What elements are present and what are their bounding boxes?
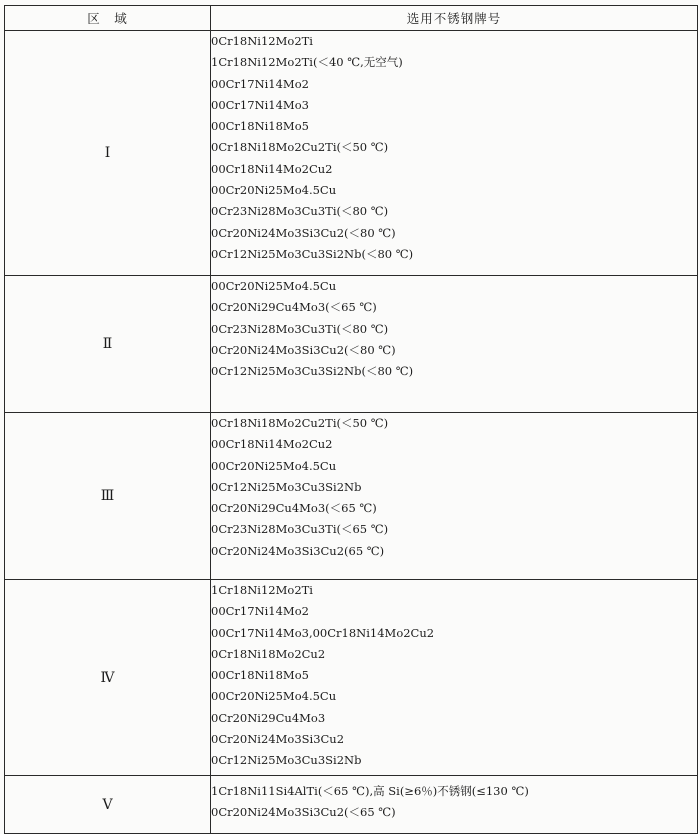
grade-item: 0Cr18Ni18Mo2Cu2Ti(＜50 ℃) bbox=[211, 416, 389, 430]
table-row bbox=[5, 776, 698, 834]
table-row bbox=[5, 580, 698, 776]
grade-item: 0Cr12Ni25Mo3Cu3Si2Nb(＜80 ℃) bbox=[211, 246, 414, 261]
grade-item: 0Cr18Ni18Mo2Cu2 bbox=[211, 646, 326, 661]
grade-item: 0Cr20Ni24Mo3Si3Cu2(＜80 ℃) bbox=[211, 225, 396, 240]
grade-item: 0Cr20Ni24Mo3Si3Cu2(＜80 ℃) bbox=[211, 342, 396, 357]
grade-item: 1Cr18Ni11Si4AlTi(＜65 ℃),高 Si(≥6％)不锈钢(≤130 ℃) bbox=[211, 784, 529, 798]
table-row bbox=[5, 276, 698, 413]
table-row bbox=[5, 413, 698, 580]
grade-list bbox=[211, 413, 698, 580]
zone-label: Ⅲ bbox=[5, 413, 211, 580]
grade-item: 0Cr20Ni24Mo3Si3Cu2(＜65 ℃) bbox=[211, 805, 396, 820]
grade-item: 0Cr23Ni28Mo3Cu3Ti(＜80 ℃) bbox=[211, 321, 389, 336]
grade-item: 0Cr18Ni12Mo2Ti bbox=[211, 34, 313, 48]
grade-list bbox=[211, 276, 698, 413]
grade-item: 00Cr17Ni14Mo3,00Cr18Ni14Mo2Cu2 bbox=[211, 625, 435, 640]
grade-item: 0Cr12Ni25Mo3Cu3Si2Nb bbox=[211, 479, 362, 494]
zone-label: Ⅳ bbox=[5, 580, 211, 776]
table-header-row bbox=[5, 6, 698, 31]
grade-item: 00Cr18Ni14Mo2Cu2 bbox=[211, 161, 333, 176]
grade-item: 0Cr20Ni24Mo3Si3Cu2(65 ℃) bbox=[211, 543, 385, 558]
grade-item: 00Cr20Ni25Mo4.5Cu bbox=[211, 458, 337, 473]
grade-item: 0Cr20Ni29Cu4Mo3 bbox=[211, 710, 326, 725]
grade-item: 00Cr17Ni14Mo2 bbox=[211, 604, 309, 619]
zone-label: Ⅴ bbox=[5, 776, 211, 834]
grade-item: 0Cr20Ni24Mo3Si3Cu2 bbox=[211, 732, 345, 747]
grade-item: 0Cr20Ni29Cu4Mo3(＜65 ℃) bbox=[211, 501, 377, 516]
grade-list bbox=[211, 31, 698, 276]
grade-item: 0Cr23Ni28Mo3Cu3Ti(＜80 ℃) bbox=[211, 204, 389, 219]
zone-column-header: 区 域 bbox=[5, 6, 211, 31]
grade-list bbox=[211, 580, 698, 776]
grade-item: 00Cr20Ni25Mo4.5Cu bbox=[211, 279, 337, 293]
grade-item: 0Cr12Ni25Mo3Cu3Si2Nb bbox=[211, 753, 362, 768]
grade-item: 00Cr20Ni25Mo4.5Cu bbox=[211, 183, 337, 198]
grade-item: 0Cr18Ni18Mo2Cu2Ti(＜50 ℃) bbox=[211, 140, 389, 155]
grade-item: 00Cr18Ni18Mo5 bbox=[211, 668, 309, 683]
zone-label: Ⅱ bbox=[5, 276, 211, 413]
grade-item: 00Cr20Ni25Mo4.5Cu bbox=[211, 689, 337, 704]
zone-label: Ⅰ bbox=[5, 31, 211, 276]
grade-item: 1Cr18Ni12Mo2Ti bbox=[211, 583, 313, 597]
grade-item: 00Cr18Ni14Mo2Cu2 bbox=[211, 437, 333, 452]
grade-item: 00Cr17Ni14Mo3 bbox=[211, 97, 309, 112]
grade-item: 0Cr20Ni29Cu4Mo3(＜65 ℃) bbox=[211, 300, 377, 315]
grade-item: 0Cr23Ni28Mo3Cu3Ti(＜65 ℃) bbox=[211, 522, 389, 537]
grade-list bbox=[211, 776, 698, 834]
table-row bbox=[5, 31, 698, 276]
grade-item: 00Cr17Ni14Mo2 bbox=[211, 76, 309, 91]
grade-column-header: 选用不锈钢牌号 bbox=[211, 6, 698, 31]
grade-item: 0Cr12Ni25Mo3Cu3Si2Nb(＜80 ℃) bbox=[211, 364, 414, 379]
grade-item: 1Cr18Ni12Mo2Ti(＜40 ℃,无空气) bbox=[211, 55, 403, 70]
grade-item: 00Cr18Ni18Mo5 bbox=[211, 119, 309, 134]
steel-grade-table bbox=[4, 5, 698, 834]
